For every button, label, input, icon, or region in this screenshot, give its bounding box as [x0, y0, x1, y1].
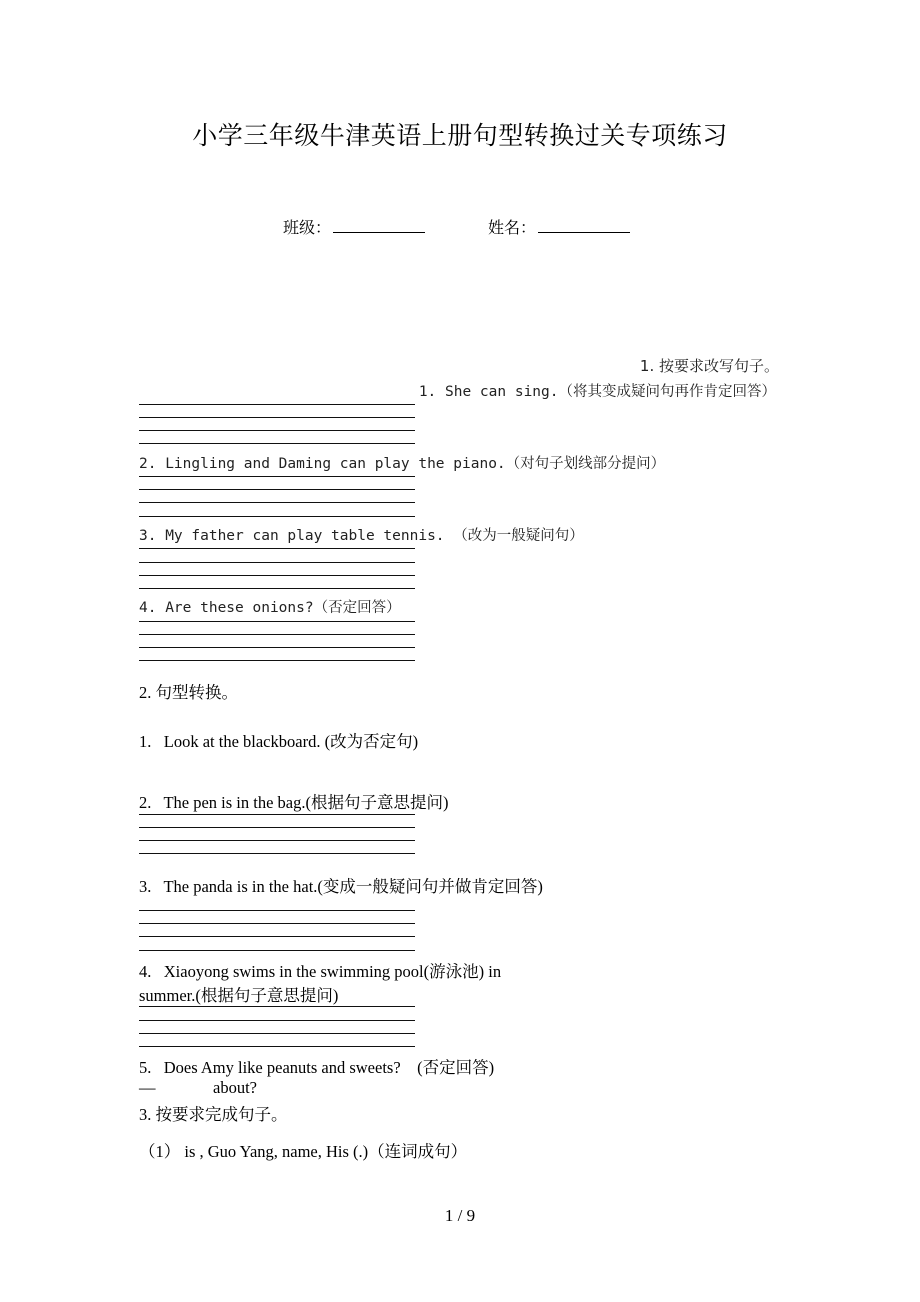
s2-question-2: 2. The pen is in the bag.(根据句子意思提问) [139, 793, 449, 812]
s2-answer-fragment: about? [213, 1078, 257, 1097]
s1-question-1: 1. She can sing.（将其变成疑问句再作肯定回答） [418, 384, 776, 400]
section1-heading: 1. 按要求改写句子。 [639, 357, 779, 375]
answer-line[interactable] [139, 621, 415, 622]
answer-line[interactable] [139, 562, 415, 563]
answer-line[interactable] [139, 660, 415, 661]
answer-line[interactable] [139, 404, 415, 405]
answer-line[interactable] [139, 476, 415, 477]
answer-line[interactable] [139, 1020, 415, 1021]
s2-question-4-line1: 4. Xiaoyong swims in the swimming pool(游泳池) in [139, 962, 502, 981]
answer-line[interactable] [139, 489, 415, 490]
answer-line[interactable] [139, 443, 415, 444]
answer-line[interactable] [139, 827, 415, 828]
answer-line[interactable] [139, 950, 415, 951]
s1-question-2: 2. Lingling and Daming can play the piano.（对句子划线部分提问） [139, 456, 666, 472]
answer-line[interactable] [139, 1046, 415, 1047]
answer-line[interactable] [139, 634, 415, 635]
answer-line[interactable] [139, 840, 415, 841]
s2-question-3: 3. The panda is in the hat.(变成一般疑问句并做肯定回答) [139, 877, 543, 896]
answer-line[interactable] [139, 936, 415, 937]
answer-line[interactable] [139, 417, 415, 418]
s1-question-4: 4. Are these onions?（否定回答） [139, 600, 401, 616]
s1-question-3: 3. My father can play table tennis. （改为一般疑问句） [139, 528, 584, 544]
answer-line[interactable] [139, 588, 415, 589]
answer-line[interactable] [139, 548, 415, 549]
answer-line[interactable] [139, 430, 415, 431]
class-blank[interactable] [333, 218, 425, 233]
page-indicator: 1 / 9 [444, 1206, 476, 1225]
s2-question-5: 5. Does Amy like peanuts and sweets? (否定回答) [139, 1058, 495, 1077]
name-blank[interactable] [538, 218, 630, 233]
answer-line[interactable] [139, 516, 415, 517]
answer-line[interactable] [139, 647, 415, 648]
answer-line[interactable] [139, 910, 415, 911]
answer-line[interactable] [139, 814, 415, 815]
name-label: 姓名： [488, 218, 537, 237]
s3-question-1: （1） is , Guo Yang, name, His (.)（连词成句） [139, 1142, 468, 1161]
class-label: 班级： [283, 218, 332, 237]
answer-line[interactable] [139, 1033, 415, 1034]
answer-line[interactable] [139, 853, 415, 854]
answer-line[interactable] [139, 923, 415, 924]
name-field [488, 215, 630, 238]
answer-line[interactable] [139, 1006, 415, 1007]
s2-question-1: 1. Look at the blackboard. (改为否定句) [139, 732, 419, 751]
class-field [283, 215, 425, 238]
answer-line[interactable] [139, 575, 415, 576]
answer-line[interactable] [139, 502, 415, 503]
s2-answer-dash: — [139, 1078, 156, 1097]
s2-question-4-line2: summer.(根据句子意思提问) [139, 986, 339, 1005]
section2-heading: 2. 句型转换。 [139, 683, 238, 702]
document-title: 小学三年级牛津英语上册句型转换过关专项练习 [192, 121, 728, 150]
section3-heading: 3. 按要求完成句子。 [139, 1105, 288, 1124]
